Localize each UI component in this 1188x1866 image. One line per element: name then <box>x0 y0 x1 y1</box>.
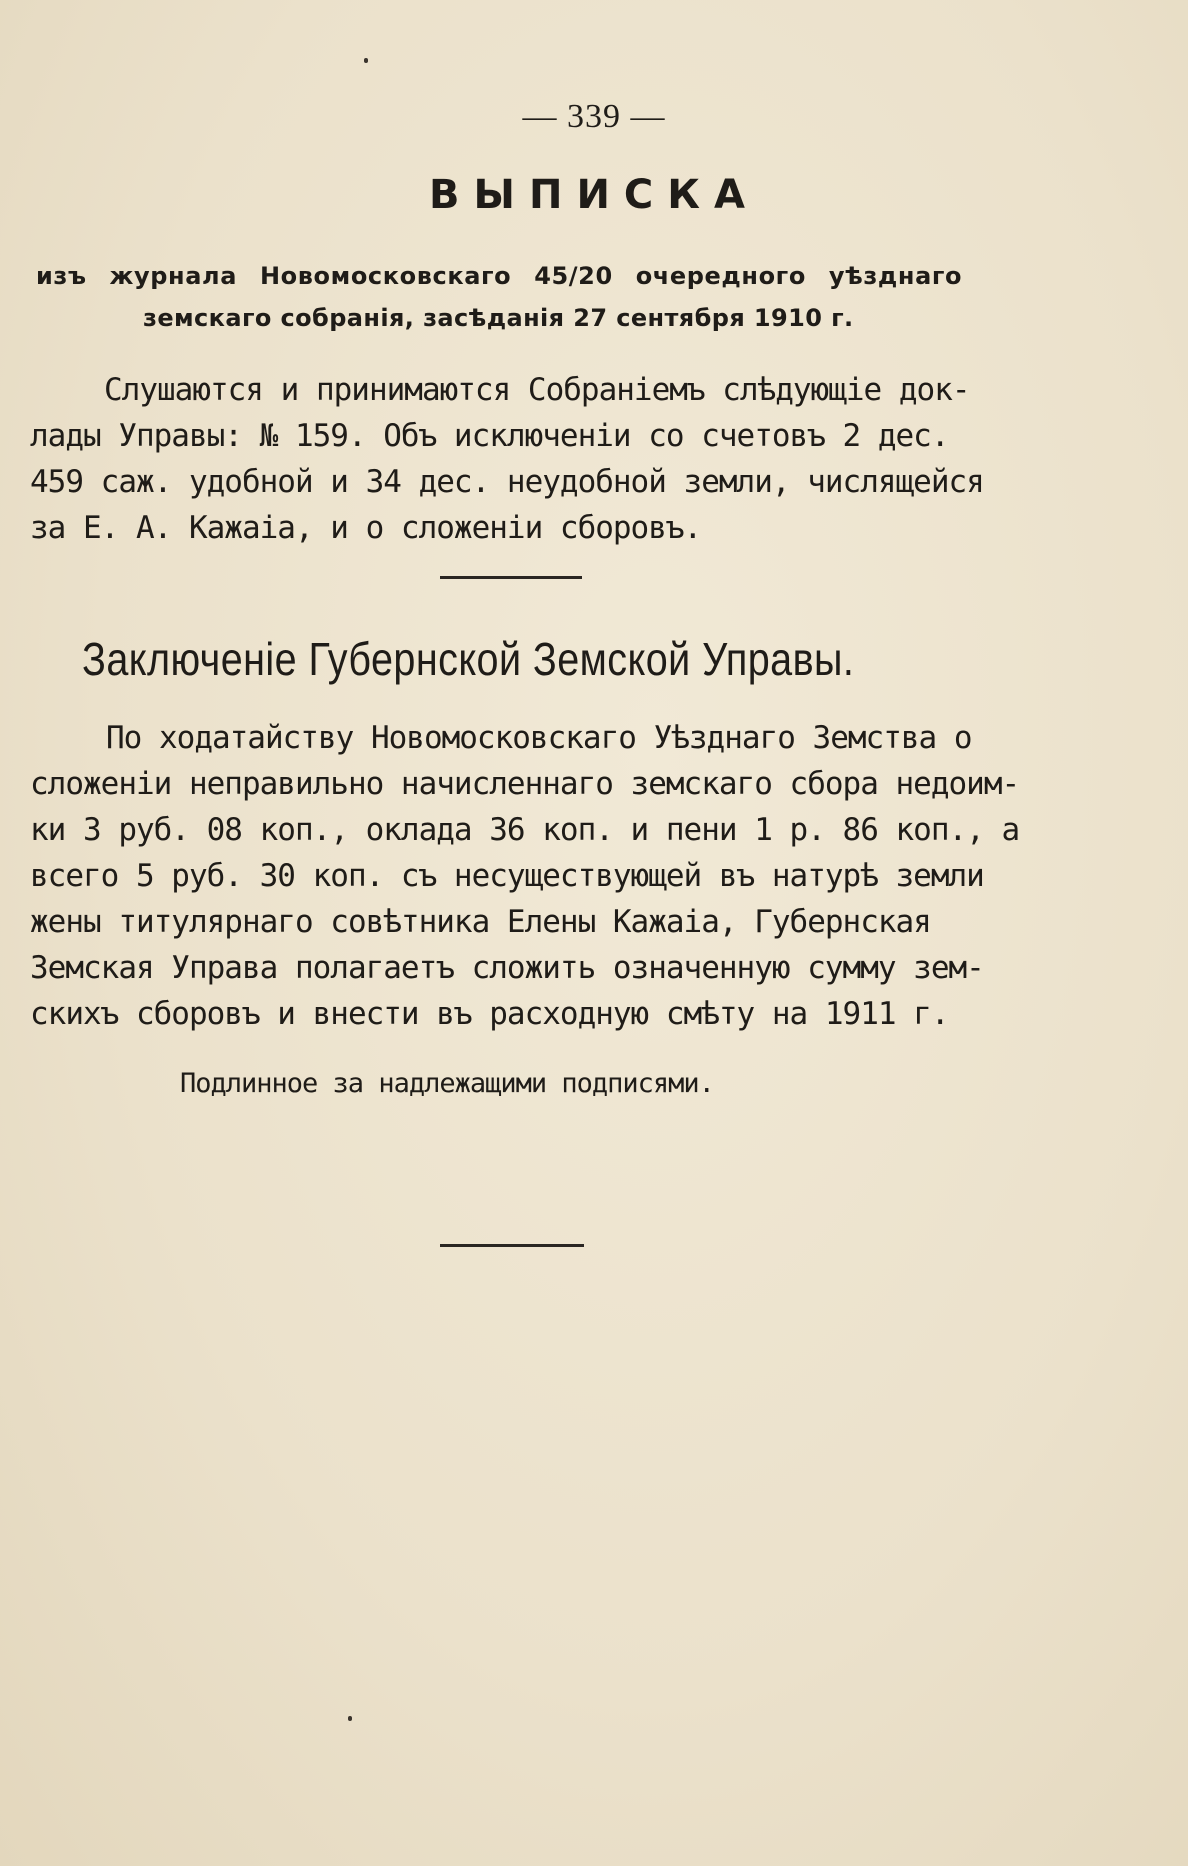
subtitle-line-1: изъ журнала Новомосковскаго 45/20 очередного уѣзднаго <box>36 262 963 290</box>
closing-line: Подлинное за надлежащими подписями. <box>180 1068 714 1099</box>
paragraph1-line-2: лады Управы: № 159. Объ исключеніи со счетовъ 2 дес. <box>30 418 949 454</box>
paragraph1-line-1: Слушаются и принимаются Собраніемъ слѣдующіе док- <box>104 372 970 408</box>
print-speck <box>348 1716 352 1721</box>
paragraph2-line-1: По ходатайству Новомосковскаго Уѣзднаго Земства о <box>106 720 972 756</box>
document-title: ВЫПИСКА <box>429 172 759 218</box>
end-divider <box>440 1244 584 1247</box>
paragraph2-line-6: Земская Управа полагаетъ сложить означенную сумму зем- <box>30 950 984 986</box>
subtitle-line-2: земскаго собранія, засѣданія 27 сентября 1910 г. <box>143 304 854 332</box>
paragraph2-line-2: сложеніи неправильно начисленнаго земскаго сбора недоим- <box>30 766 1020 802</box>
page-number: — 339 — <box>522 98 666 135</box>
paragraph2-line-5: жены титулярнаго совѣтника Елены Кажаіа, Губернская <box>30 904 931 940</box>
section-heading: Заключеніе Губернской Земской Управы. <box>82 633 855 685</box>
section-divider <box>440 576 582 579</box>
paragraph1-line-3: 459 саж. удобной и 34 дес. неудобной земли, числящейся <box>30 464 984 500</box>
paragraph2-line-4: всего 5 руб. 30 коп. съ несуществующей въ натурѣ земли <box>30 858 984 894</box>
paragraph2-line-3: ки 3 руб. 08 коп., оклада 36 коп. и пени 1 р. 86 коп., а <box>30 812 1020 848</box>
paragraph2-line-7: скихъ сборовъ и внести въ расходную смѣту на 1911 г. <box>30 996 949 1032</box>
print-speck <box>364 58 368 63</box>
paragraph1-line-4: за Е. А. Кажаіа, и о сложеніи сборовъ. <box>30 510 702 546</box>
